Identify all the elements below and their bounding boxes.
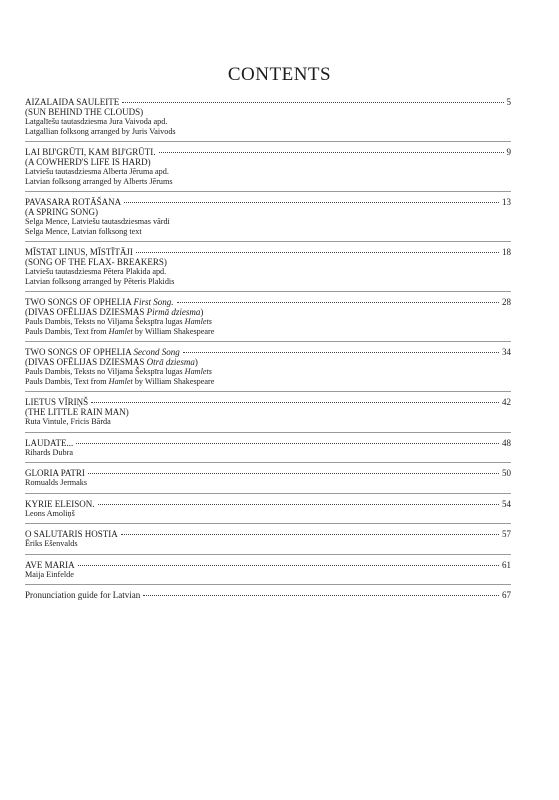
- toc-entry-page: 57: [502, 529, 511, 539]
- toc-entry-subtitle: (THE LITTLE RAIN MAN): [25, 407, 129, 417]
- dot-leader: [177, 302, 499, 303]
- toc-entry-page: 5: [506, 97, 511, 107]
- dot-leader: [91, 402, 499, 403]
- toc-entry-page: 61: [502, 559, 511, 570]
- toc-entry-title: LAUDATE...: [25, 437, 74, 448]
- toc-entry: [25, 197, 511, 236]
- toc-entry-row: [25, 560, 511, 570]
- dot-leader: [136, 252, 499, 253]
- toc-entry-row: [25, 97, 511, 107]
- entry-divider: [25, 341, 511, 342]
- toc-entry-credit: Latvian folksong arranged by Pēteris Plakidis: [25, 276, 175, 286]
- toc-entry: [25, 347, 511, 386]
- toc-entry-credit: Maija Einfelde: [25, 569, 74, 579]
- toc-entry-page: 28: [502, 297, 511, 307]
- toc-entry-row: [25, 468, 511, 478]
- toc-entry-title: LAI BIJ'GRŪTI, KAM BIJ'GRŪTI.: [25, 147, 156, 157]
- page-title: CONTENTS: [227, 64, 332, 85]
- toc-entry-title: PAVASARA ROTĀŠANA: [25, 197, 122, 207]
- toc-entry-credit: Pauls Dambis, Text from Hamlet by William Shakespeare: [25, 376, 215, 386]
- toc-entry-page: 48: [502, 437, 511, 448]
- dot-leader: [183, 352, 499, 353]
- toc-entry-row: [25, 297, 511, 307]
- toc-entry-row: [25, 590, 511, 600]
- toc-entry-credit: Latgalīešu tautasdziesma Jura Vaivoda apd.: [25, 117, 168, 126]
- entry-divider: [25, 391, 511, 392]
- toc-entry-title: TWO SONGS OF OPHELIA Second Song: [25, 347, 180, 357]
- dot-leader: [78, 565, 499, 566]
- toc-entry-subtitle: (DIVAS OFĒLIJAS DZIESMAS Pirmā dziesma): [25, 307, 204, 317]
- toc-entry-subtitle: (A SPRING SONG): [25, 207, 99, 217]
- toc-entry-title: TWO SONGS OF OPHELIA First Song.: [25, 297, 174, 307]
- toc-entry-subtitle: (A COWHERD'S LIFE IS HARD): [25, 157, 151, 167]
- dot-leader: [98, 504, 500, 505]
- toc-entry-credit: Ruta Vintule, Fricis Bārda: [25, 417, 111, 426]
- entry-divider: [25, 241, 511, 242]
- toc-entry-row: [25, 529, 511, 539]
- toc-entry-row: [25, 147, 511, 157]
- toc-entry-credit: Pauls Dambis, Text from Hamlet by William Shakespeare: [25, 326, 215, 336]
- toc-entry-credit: Latgallian folksong arranged by Juris Vaivods: [25, 126, 176, 136]
- toc-entry-credit: Latvian folksong arranged by Alberts Jērums: [25, 176, 173, 186]
- toc-entry-subtitle: (SUN BEHIND THE CLOUDS): [25, 107, 144, 117]
- toc-entry-title: KYRIE ELEISON.: [25, 498, 95, 509]
- dot-leader: [122, 102, 503, 103]
- toc-entry-credit: Leons Amoliņš: [25, 508, 75, 518]
- toc-entry: [25, 97, 511, 136]
- toc-entry-page: 67: [502, 590, 511, 600]
- entry-divider: [25, 432, 511, 433]
- toc-entry-row: [25, 347, 511, 357]
- toc-entry: [25, 529, 511, 549]
- toc-entry-page: 54: [502, 498, 511, 509]
- toc-entry-title: MĪSTAT LINUS, MĪSTĪTĀJI: [25, 247, 133, 257]
- entry-divider: [25, 191, 511, 192]
- dot-leader: [159, 152, 504, 153]
- toc-entry-page: 42: [502, 397, 511, 407]
- table-of-contents: [25, 97, 511, 605]
- toc-entry: [25, 397, 511, 427]
- toc-entry: [25, 468, 511, 488]
- dot-leader: [76, 443, 499, 444]
- toc-entry: [25, 438, 511, 458]
- toc-entry-credit: Pauls Dambis, Teksts no Viljama Šekspīra lugas Hamlets: [25, 367, 212, 376]
- toc-entry-credit: Latviešu tautasdziesma Alberta Jēruma apd.: [25, 167, 169, 176]
- toc-entry-page: 34: [502, 347, 511, 357]
- dot-leader: [143, 595, 499, 596]
- toc-entry-page: 18: [502, 247, 511, 257]
- toc-entry: [25, 247, 511, 286]
- entry-divider: [25, 141, 511, 142]
- toc-entry-credit: Latviešu tautasdziesma Pētera Plakida apd.: [25, 267, 167, 276]
- toc-entry-credit: Romualds Jermaks: [25, 478, 88, 487]
- toc-entry-credit: Selga Mence, Latviešu tautasdziesmas vārdi: [25, 217, 170, 226]
- toc-entry-subtitle: (SONG OF THE FLAX- BREAKERS): [25, 257, 167, 267]
- toc-entry-page: 50: [502, 468, 511, 478]
- dot-leader: [124, 202, 499, 203]
- entry-divider: [25, 493, 511, 494]
- dot-leader: [121, 534, 499, 535]
- toc-entry-credit: Selga Mence, Latvian folksong text: [25, 226, 142, 236]
- toc-entry-title: GLORIA PATRI: [25, 468, 85, 478]
- toc-entry-row: [25, 438, 511, 448]
- entry-divider: [25, 584, 511, 585]
- toc-entry: [25, 499, 511, 519]
- toc-entry: [25, 297, 511, 336]
- entry-divider: [25, 554, 511, 555]
- toc-entry-title: AIZALAIDA SAULEITE: [25, 97, 120, 107]
- toc-entry: [25, 560, 511, 580]
- toc-entry-page: 9: [506, 147, 511, 157]
- toc-entry-row: [25, 197, 511, 207]
- toc-entry-credit: Ēriks Ešenvalds: [25, 539, 78, 548]
- entry-divider: [25, 523, 511, 524]
- toc-entry-row: [25, 247, 511, 257]
- toc-entry-title: Pronunciation guide for Latvian: [25, 590, 141, 600]
- toc-entry-title: LIETUS VĪRIŅŠ: [25, 397, 89, 407]
- toc-entry-title: O SALUTARIS HOSTIA: [25, 529, 118, 539]
- entry-divider: [25, 462, 511, 463]
- toc-entry: [25, 590, 511, 600]
- dot-leader: [88, 473, 499, 474]
- toc-entry-row: [25, 397, 511, 407]
- toc-entry: [25, 147, 511, 186]
- toc-entry-page: 13: [502, 197, 511, 207]
- toc-entry-credit: Pauls Dambis, Teksts no Viljama Šekspīra lugas Hamlets: [25, 317, 212, 326]
- toc-entry-row: [25, 499, 511, 509]
- entry-divider: [25, 291, 511, 292]
- toc-entry-credit: Rihards Dubra: [25, 447, 73, 457]
- toc-entry-subtitle: (DIVAS OFĒLIJAS DZIESMAS Otrā dziesma): [25, 357, 198, 367]
- toc-entry-title: AVE MARIA: [25, 559, 75, 570]
